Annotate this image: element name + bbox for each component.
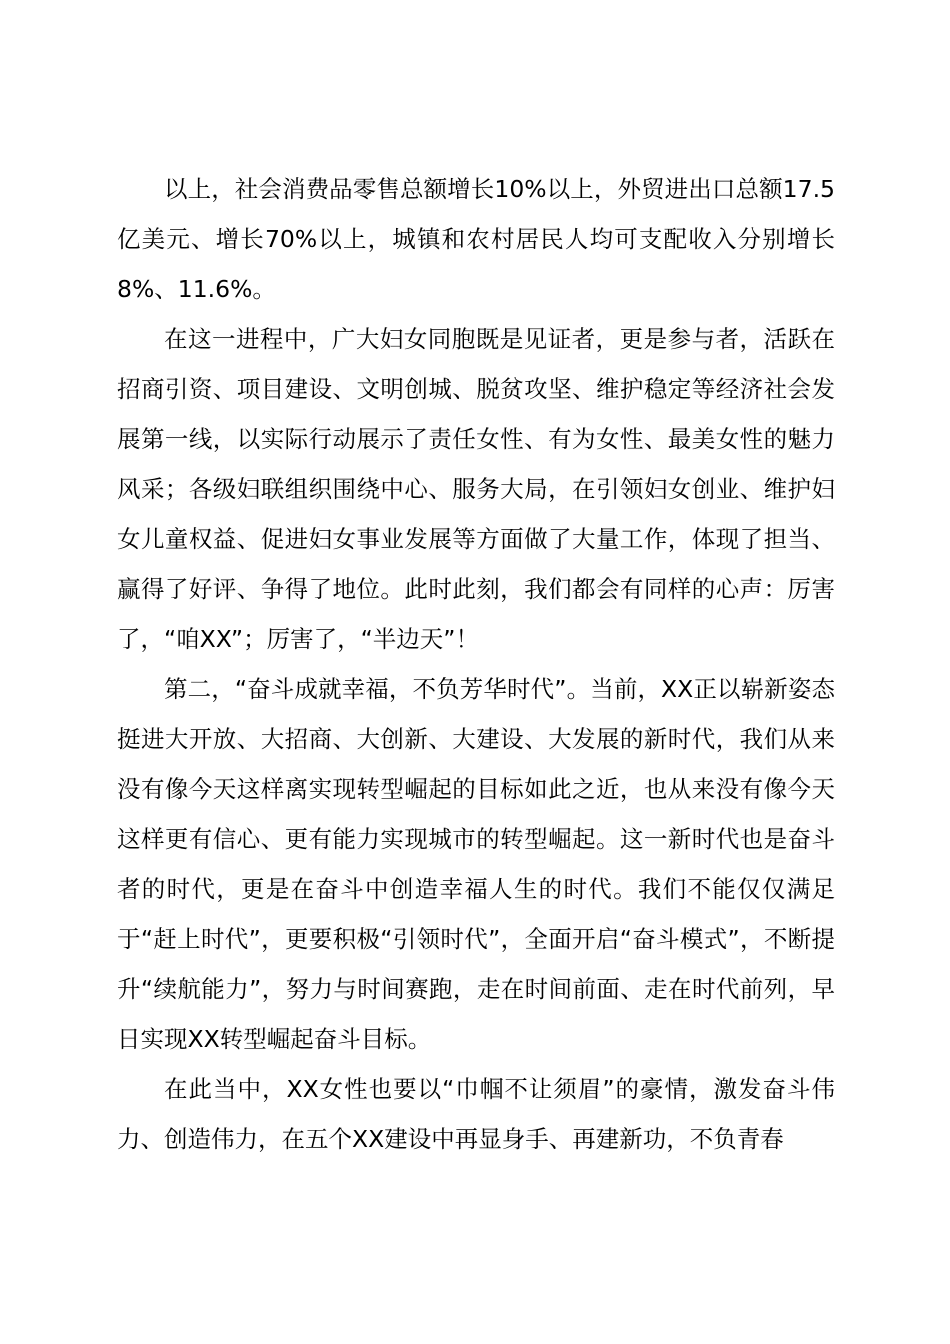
paragraph-women-participation: 在这一进程中，广大妇女同胞既是见证者，更是参与者，活跃在招商引资、项目建设、文明创城、脱贫攻坚、维护稳定等经济社会发展第一线，以实际行动展示了责任女性、有为女性、最美女性的魅力风采；各级妇联组织围绕中心、服务大局，在引领妇女创业、维护妇女儿童权益、促进妇女事业发展等方面做了大量工作，体现了担当、赢得了好评、争得了地位。此时此刻，我们都会有同样的心声：厉害了，“咱XX”；厉害了，“半边天”！ (117, 325, 835, 653)
document-body (117, 164, 835, 1164)
paragraph-second-point: 第二，“奋斗成就幸福，不负芳华时代”。当前，XX正以崭新姿态挺进大开放、大招商、大创新、大建设、大发展的新时代，我们从来没有像今天这样离实现转型崛起的目标如此之近，也从来没有像今天这样更有信心、更有能力实现城市的转型崛起。这一新时代也是奋斗者的时代，更是在奋斗中创造幸福人生的时代。我们不能仅仅满足于“赶上时代”，更要积极“引领时代”，全面开启“奋斗模式”，不断提升“续航能力”，努力与时间赛跑，走在时间前面、走在时代前列，早日实现XX转型崛起奋斗目标。 (117, 675, 835, 1053)
paragraph-women-contribution: 在此当中，XX女性也要以“巾帼不让须眉”的豪情，激发奋斗伟力、创造伟力，在五个XX建设中再显身手、再建新功，不负青春 (117, 1075, 835, 1153)
paragraph-economic-growth: 以上，社会消费品零售总额增长10%以上，外贸进出口总额17.5亿美元、增长70%以上，城镇和农村居民人均可支配收入分别增长8%、11.6%。 (117, 175, 835, 303)
